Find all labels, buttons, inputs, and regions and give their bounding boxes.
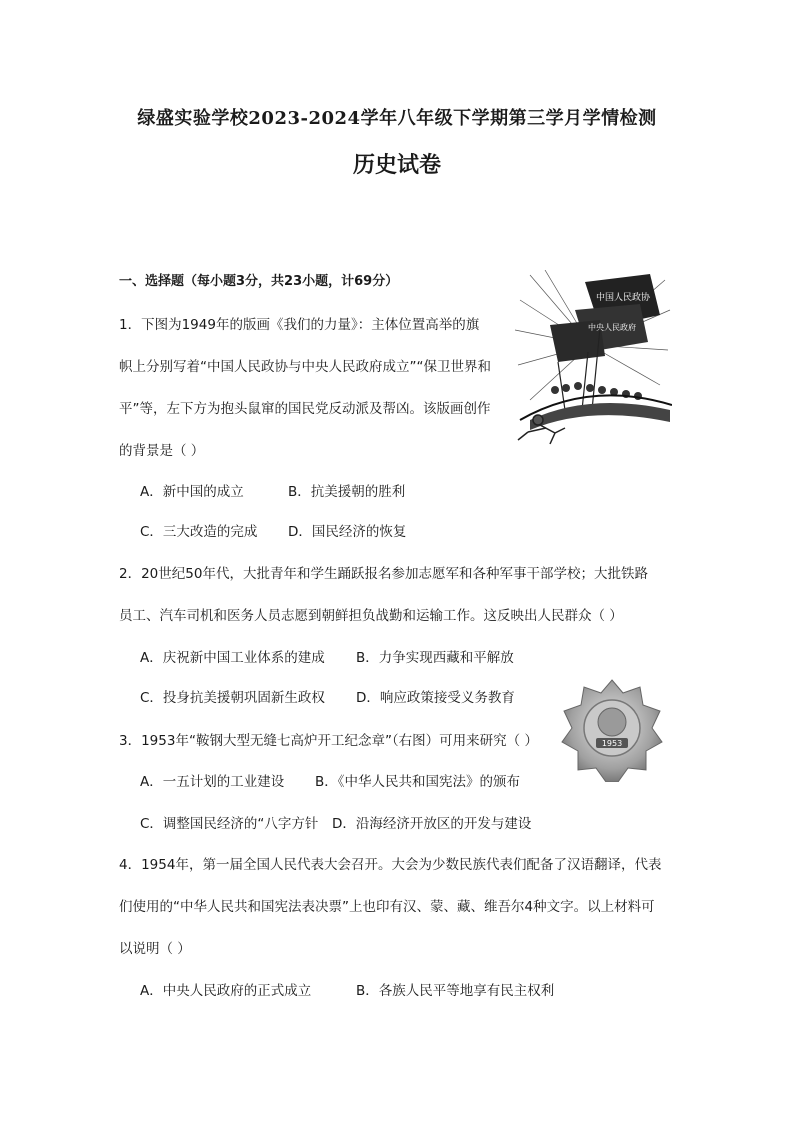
q2-option-c: C．投身抗美援朝巩固新生政权 (140, 690, 325, 706)
q2-option-d: D．响应政策接受义务教育 (356, 690, 515, 706)
q2-option-b: B．力争实现西藏和平解放 (356, 650, 514, 666)
exam-title: 绿盛实验学校2023-2024学年八年级下学期第三学月学情检测 (137, 108, 657, 129)
q1-line-3: 平”等，左下方为抱头鼠窜的国民党反动派及帮凶。该版画创作 (119, 401, 491, 417)
q4-option-b: B．各族人民平等地享有民主权利 (356, 983, 555, 999)
exam-subtitle: 历史试卷 (352, 152, 441, 178)
q2-option-a: A．庆祝新中国工业体系的建成 (140, 650, 325, 666)
q4-line-3: 以说明（ ） (119, 941, 191, 957)
section-heading: 一、选择题（每小题3分，共23小题，计69分） (119, 274, 399, 289)
q1-line-1: 1．下图为1949年的版画《我们的力量》：主体位置高举的旗 (119, 317, 480, 333)
q1-option-a: A．新中国的成立 (140, 484, 244, 500)
q4-option-a: A．中央人民政府的正式成立 (140, 983, 312, 999)
q2-line-2: 员工、汽车司机和医务人员志愿到朝鲜担负战勤和运输工作。这反映出人民群众（ ） (119, 608, 623, 624)
woodcut-figure (510, 270, 672, 448)
commemorative-medal (560, 678, 664, 782)
q4-line-1: 4．1954年，第一届全国人民代表大会召开。大会为少数民族代表们配备了汉语翻译，代表 (119, 857, 662, 873)
q1-line-4: 的背景是（ ） (119, 443, 205, 459)
q1-option-c: C．三大改造的完成 (140, 524, 258, 540)
medal-ribbon-text: 1953 (601, 739, 623, 748)
q3-option-b: B．《中华人民共和国宪法》的颁布 (315, 774, 521, 790)
q3-line-1: 3．1953年“鞍钢大型无缝七高炉开工纪念章”（右图）可用来研究（ ） (119, 733, 538, 749)
q1-option-d: D．国民经济的恢复 (288, 524, 407, 540)
q4-line-2: 们使用的“中华人民共和国宪法表决票”上也印有汉、蒙、藏、维吾尔4种文字。以上材料可 (119, 899, 655, 915)
banner-text-1: 中国人民政协 (596, 293, 651, 303)
q1-option-b: B．抗美援朝的胜利 (288, 484, 406, 500)
q3-option-d: D．沿海经济开放区的开发与建设 (332, 816, 532, 832)
q1-line-2: 帜上分别写着“中国人民政协与中央人民政府成立”“保卫世界和 (119, 359, 491, 375)
q3-option-a: A．一五计划的工业建设 (140, 774, 285, 790)
q3-option-c: C．调整国民经济的“八字方针 (140, 816, 319, 832)
banner-text-2: 中央人民政府 (588, 323, 636, 332)
q2-line-1: 2．20世纪50年代，大批青年和学生踊跃报名参加志愿军和各种军事干部学校；大批铁路 (119, 566, 648, 582)
